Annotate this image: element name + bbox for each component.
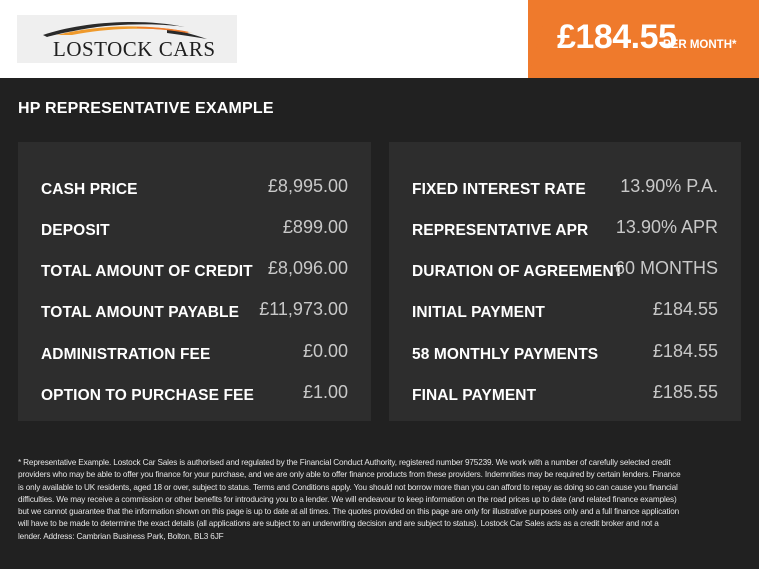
finance-row-admin-fee [18, 334, 371, 364]
finance-row-label: CASH PRICE [41, 181, 138, 198]
finance-row-value: 13.90% APR [615, 217, 718, 237]
finance-row-value: 13.90% P.A. [620, 176, 718, 196]
finance-row-cash-price [18, 169, 371, 199]
section-title: HP REPRESENTATIVE EXAMPLE [18, 100, 274, 117]
finance-row-deposit [18, 210, 371, 240]
finance-row-total-payable [18, 292, 371, 322]
finance-row-value: £184.55 [652, 341, 718, 361]
finance-row-value: £185.55 [652, 382, 718, 402]
finance-panel-left [18, 142, 371, 421]
finance-row-value: £899.00 [282, 217, 348, 237]
finance-row-label: 58 MONTHLY PAYMENTS [412, 346, 599, 363]
finance-row-label: INITIAL PAYMENT [412, 304, 545, 321]
finance-row-label: FIXED INTEREST RATE [412, 181, 586, 198]
finance-row-apr [389, 210, 741, 240]
logo-text: LOSTOCK CARS [53, 37, 216, 61]
finance-disclaimer: * Representative Example. Lostock Car Sales is authorised and regulated by the Financial Conduct Authority, registered number 975239. We work with a number of carefully selected credit providers who may be able to offer you finance for your purchase, and we are only able to offer finance products from these providers. Indemnities may be required by certain lenders. Finance is only available to UK residents, aged 18 or over, subject to status. Terms and Conditions apply. You should not borrow more than you can afford to repay as doing so can cause you financial difficulties. We may receive a commission or other benefits for introducing you to a lender. We will endeavour to keep information on the road prices up to date (and related finance examples) but we cannot guarantee that the information shown on this page is up to date at all times. The quotes provided on this page are only for illustrative purposes only and a full finance application will have to be made to determine the exact details (all applications are subject to an underwriting decision and are subject to status). Lostock Car Sales acts as a credit broker and not a lender. Address: Cambrian Business Park, Bolton, BL3 6JF [18, 458, 681, 541]
finance-row-label: DEPOSIT [41, 222, 110, 239]
finance-row-value: £1.00 [302, 382, 348, 402]
finance-row-value: £184.55 [652, 299, 718, 319]
finance-row-label: FINAL PAYMENT [412, 387, 537, 404]
finance-row-fixed-rate [389, 169, 741, 199]
finance-row-label: TOTAL AMOUNT OF CREDIT [41, 263, 253, 280]
finance-row-final-payment [389, 375, 741, 405]
finance-row-value: £0.00 [302, 341, 348, 361]
finance-row-monthly-payments [389, 334, 741, 364]
finance-row-value: 60 MONTHS [614, 258, 718, 278]
finance-row-option-fee [18, 375, 371, 405]
finance-row-duration [389, 251, 741, 281]
finance-row-label: DURATION OF AGREEMENT [412, 263, 624, 280]
finance-row-label: OPTION TO PURCHASE FEE [41, 387, 254, 404]
finance-row-initial-payment [389, 292, 741, 322]
brand-logo[interactable] [17, 15, 237, 63]
finance-row-value: £8,096.00 [267, 258, 348, 278]
finance-row-label: TOTAL AMOUNT PAYABLE [41, 304, 240, 321]
finance-row-value: £8,995.00 [267, 176, 348, 196]
finance-row-total-credit [18, 251, 371, 281]
monthly-price-suffix: PER MONTH* [663, 39, 737, 51]
monthly-price-amount: £184.55 [557, 18, 677, 56]
finance-row-label: ADMINISTRATION FEE [41, 346, 211, 363]
header-bar [0, 0, 759, 78]
finance-panel-right [389, 142, 741, 421]
finance-row-label: REPRESENTATIVE APR [412, 222, 589, 239]
finance-row-value: £11,973.00 [259, 299, 348, 319]
